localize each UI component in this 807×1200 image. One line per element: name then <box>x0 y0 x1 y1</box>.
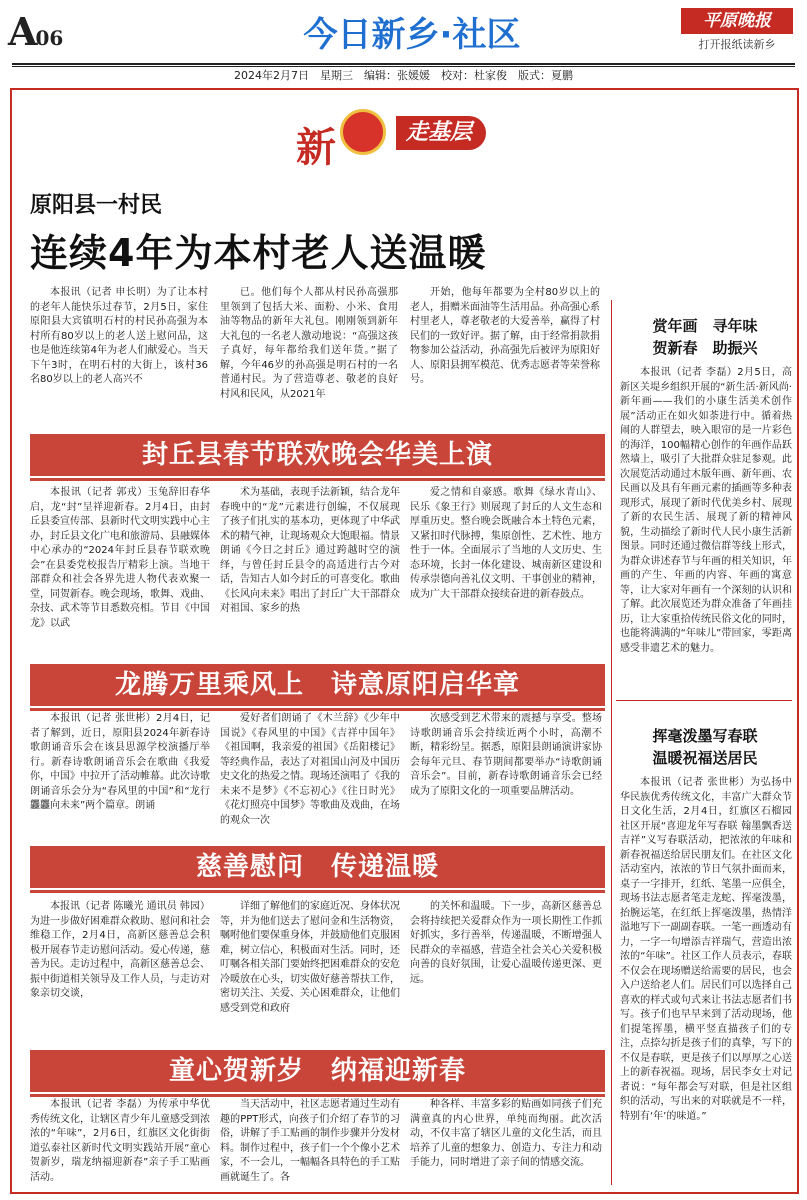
seal-icon <box>340 109 386 155</box>
side-divider <box>616 700 792 701</box>
story5-col-1: 本报讯（记者 李磊）为传承中华优秀传统文化，让辖区青少年儿童感受到浓浓的“年味”，2月6日，红旗区文化街街道弘泰社区新时代文明实践站开展“童心贺新岁，瑞龙纳福迎新春”亲子手工贴画活动。 <box>30 1099 210 1183</box>
side2-head2: 温暖祝福送居民 <box>652 749 758 767</box>
story3-col-2: 爱好者们朗诵了《木兰辞》《少年中国说》《春风里的中国》《吉祥中国年》《祖国啊，我亲爱的祖国》《岳阳楼记》等经典作品，表达了对祖国山河及中国历史文化的热爱之情。现场还演唱了《我的未来不是梦》《不忘初心》《往日时光》《花灯照亮中国梦》等歌曲及戏曲，在场的观众一次 <box>220 713 400 826</box>
story4-col-2: 详细了解他们的家庭近况、身体状况等，并为他们送去了慰问金和生活物资，嘱咐他们要保重身体，并鼓励他们克服困难，树立信心，积极面对生活。同时，还叮嘱各相关部门要始终把困难群众的安危冷暖放在心头，切实做好慈善帮扶工作，密切关注、关爱、关心困难群众，让他们感受到党和政府 <box>220 901 400 1014</box>
story3-banner: 龙腾万里乘风上 诗意原阳启华章 <box>30 664 605 706</box>
side1-head2: 贺新春 助振兴 <box>652 339 758 357</box>
section-title: 今日新乡·社区 <box>303 15 521 55</box>
newspaper-logo: 平原晚报 <box>681 8 793 34</box>
header-rule <box>12 63 795 65</box>
column-banner-xin: 新 <box>296 124 336 171</box>
story4-banner: 慈善慰问 传递温暖 <box>30 846 605 888</box>
lead-col-2: 已。他们每个人都从村民孙高强那里领到了包括大米、面粉、小米、食用油等物品的新年大礼包。刚刚领到新年大礼包的一名老人激动地说：“高强这孩子真好，每年都给我们送年货。”据了解，今年46岁的孙高强是明石村的一名普通村民。为了营造尊老、敬老的良好村风和民风，从2021年 <box>220 287 398 400</box>
story4-col-3: 的关怀和温暖。下一步，高新区慈善总会将持续把关爱群众作为一项长期性工作抓好抓实，多行善举，传递温暖，不断增强人民群众的幸福感，营造全社会关心关爱积极向善的良好氛围，让爱心温暖传递更深、更远。 <box>410 901 602 985</box>
brand-slogan: 打开报纸读新乡 <box>698 38 776 51</box>
story3-col-3: 次感受到艺术带来的震撼与享受。整场诗歌朗诵音乐会持续近两个小时，高潮不断，精彩纷呈。据悉，原阳县朗诵演讲家协会每年元旦、春节期间都要举办“诗歌朗诵音乐会”。目前，新春诗歌朗诵音乐会已经成为了原阳文化的一项重要品牌活动。 <box>410 713 602 797</box>
dateline: 2024年2月7日 星期三 编辑：张媛媛 校对：杜家俊 版式：夏鹏 <box>234 69 573 82</box>
story2-col-3: 爱之情和自豪感。歌舞《绿水青山》、民乐《象王行》则展现了封丘的人文生态和厚重历史。整台晚会既融合本土特色元素，又紧扣时代脉搏，集原创性、艺术性、地方性于一体。全面展示了当地的人文历史、生态环境，长封一体化建设、城南新区建设和传承崇德向善礼仪文明、干事创业的精神，成为广大干部群众接续奋进的新春鼓点。 <box>410 487 602 600</box>
lead-headline: 连续4年为本村老人送温暖 <box>30 231 487 275</box>
story5-col-3: 种各样、丰富多彩的贴画如同孩子们充满童真的内心世界，单纯而绚丽。此次活动，不仅丰富了辖区儿童的文化生活，而且培养了儿童的想象力、创造力、专注力和动手能力，同时增进了亲子间的情感交流。 <box>410 1099 602 1168</box>
page-number: A06 <box>8 9 64 54</box>
side1-head1: 赏年画 寻年味 <box>652 317 758 335</box>
story3-col-1: 本报讯（记者 张世彬）2月4日，记者了解到，近日，原阳县2024年新春诗歌朗诵音乐会在该县思源学校演播厅举行。新春诗歌朗诵音乐会在歌曲《我爱你，中国》中拉开了活动帷幕。此次诗歌朗诵音乐会分为“春风里的中国”和“龙行龘龘向未来”两个篇章。朗诵 <box>30 713 210 811</box>
side1-body: 本报讯（记者 李磊）2月5日，高新区关堤乡组织开展的“新生活·新风尚·新年画——我们的小康生活美术创作展”活动正在如火如荼进行中。循着热闹的人群望去，映入眼帘的是一片彩色的海洋，100幅精心创作的年画作品跃然墙上，吸引了大批群众驻足参观。此次展览活动通过木版年画、新年画、农民画以及具有年画元素的插画等多种表现形式，展现了新时代优美乡村、展现了新的农民生活、展现了新的精神风貌，生动描绘了新时代人民小康生活新图景。同时还通过微信群等线上形式，为群众讲述春节与年画的相关知识，年画的产生、年画的内容、年画的寓意等，让大家对年画有一个深刻的认识和了解。此次展览还为群众准备了年画挂历，让大家重拾传统民俗文化的同时，也能将满满的“年味儿”带回家，零距离感受非遗艺术的魅力。 <box>620 367 792 654</box>
side2-head1: 挥毫泼墨写春联 <box>652 727 758 745</box>
lead-col-3: 开始，他每年都要为全村80岁以上的老人，捐赠米面油等生活用品。孙高强心系村里老人，尊老敬老的大爱善举，赢得了村民们的一致好评。据了解，由于经常捐款捐物参加公益活动，孙高强先后被评为原阳好人、原阳县拥军模范、优秀志愿者等荣誉称号。 <box>410 287 600 385</box>
lead-col-1: 本报讯（记者 申长明）为了让本村的老年人能快乐过春节，2月5日，家住原阳县大宾镇明石村的村民孙高强为本村所有80岁以上的老人送上慰问品，这也是他连续第4年为老人们献爱心。当天下午3时，在明石村的大街上，该村36名80岁以上的老人高兴不 <box>30 287 208 385</box>
story5-col-2: 当天活动中，社区志愿者通过生动有趣的PPT形式，向孩子们介绍了春节的习俗，讲解了手工贴画的制作步骤并分发材料。制作过程中，孩子们一个个像小艺术家，不一会儿，一幅幅各具特色的手工贴画就诞生了。各 <box>220 1099 400 1183</box>
column-divider <box>611 300 612 1185</box>
story5-banner: 童心贺新岁 纳福迎新春 <box>30 1050 605 1092</box>
story2-banner: 封丘县春节联欢晚会华美上演 <box>30 434 605 476</box>
story4-col-1: 本报讯（记者 陈曦光 通讯员 韩园）为进一步做好困难群众救助、慰问和社会维稳工作，2月4日，高新区慈善总会积极开展春节走访慰问活动。爱心传递，慈善为民。走访过程中，高新区慈善总会、振中街道相关领导及工作人员，与走访对象亲切交谈， <box>30 901 210 999</box>
column-banner-title: 走基层 <box>396 116 486 150</box>
lead-subtitle: 原阳县一村民 <box>30 192 163 218</box>
side2-body: 本报讯（记者 张世彬）为弘扬中华民族优秀传统文化，丰富广大群众节日文化生活，2月4日，红旗区石榴园社区开展“喜迎龙年写春联 翰墨飘香送吉祥”义写春联活动，把浓浓的年味和新春祝福送给居民朋友们。在社区文化活动室内，浓浓的节日气氛扑面而来，桌子一字排开，红纸、笔墨一应俱全，现场书法志愿者笔走龙蛇、挥毫泼墨，抬腕运笔，在红纸上挥毫泼墨，热情洋溢地写下一副副春联。一笔一画透动有力，一字一句增添吉祥瑞气，营造出浓浓的“年味”。社区工作人员表示，春联不仅会在现场赠送给需要的居民，也会入户送给老人们。居民们可以选择自己喜欢的样式或句式来让书法志愿者们书写。孩子们也早早来到了活动现场，他们提笔挥墨，横平竖直描孩子们的专注，点捺勾折是孩子们的真挚，写下的不仅是春联，更是孩子们以厚厚之心送上的新春祝福。现场，居民李女士对记者说：“每年都会写对联，但是社区组织的活动，写出来的对联就是不一样，特别有‘年’的味道。” <box>620 777 792 1122</box>
story2-col-2: 术为基础，表现手法新颖，结合龙年春晚中的“龙”元素进行创编，不仅展现了孩子们扎实的基本功，更体现了中华武术的精气神，让现场观众大饱眼福。情景朗诵《今日之封丘》通过跨越时空的演绎，与曾任封丘县令的高适进行古今对话，告知古人如今封丘的可喜变化。歌曲《长风向未来》唱出了封丘广大干部群众对祖国、家乡的热 <box>220 487 400 614</box>
story2-col-1: 本报讯（记者 郭戎）玉兔辞旧春华启，龙“封”呈祥迎新春。2月4日，由封丘县委宣传部、县新时代文明实践中心主办，封丘县文化广电和旅游局、县融媒体中心承办的“2024年封丘县春节联欢晚会”在县委党校报告厅精彩上演。当地干部群众和社会各界先进人物代表欢聚一堂，同贺新春。晚会现场，歌舞、戏曲、杂技、武术等节目悉数亮相。节目《中国龙》以武 <box>30 487 210 629</box>
